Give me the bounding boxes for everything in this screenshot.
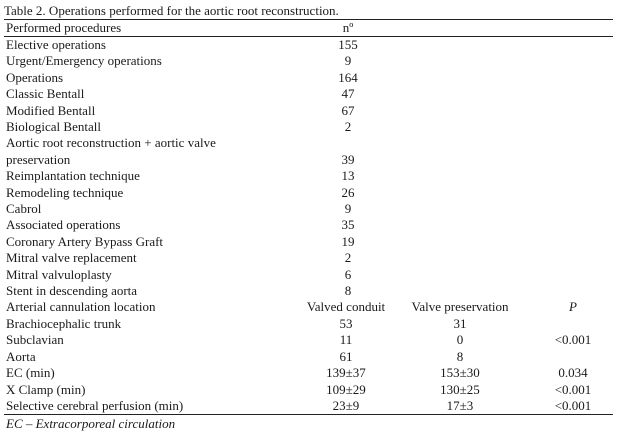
procedure-count: 164 xyxy=(338,69,358,85)
row-label: X Clamp (min) xyxy=(6,381,86,397)
valve-preservation-value: 0 xyxy=(456,332,464,348)
table-row xyxy=(0,365,619,381)
procedure-count: 9 xyxy=(344,53,352,69)
p-value: <0.001 xyxy=(554,332,592,348)
valve-preservation-value: 31 xyxy=(453,316,467,331)
cannulation-header-row xyxy=(0,299,619,315)
table-row xyxy=(0,332,619,348)
procedure-count: 67 xyxy=(341,102,355,118)
row-label: Brachiocephalic trunk xyxy=(6,316,122,331)
table-row xyxy=(0,250,619,266)
table-caption: Table 2. Operations performed for the aortic root reconstruction. xyxy=(4,3,339,18)
procedure-label: Elective operations xyxy=(6,37,106,52)
procedure-label: Reimplantation technique xyxy=(6,168,140,184)
valved-conduit-value: 109±29 xyxy=(326,381,366,397)
table-row xyxy=(0,267,619,283)
header-procedures: Performed procedures xyxy=(6,20,122,35)
header-valved-conduit: Valved conduit xyxy=(306,299,386,314)
table-row xyxy=(0,185,619,201)
header-count: nº xyxy=(342,20,354,35)
procedure-label: Associated operations xyxy=(6,217,121,233)
procedure-count: 19 xyxy=(341,233,355,249)
valved-conduit-value: 139±37 xyxy=(326,365,366,381)
procedure-label: Coronary Artery Bypass Graft xyxy=(6,233,164,249)
procedure-label: Classic Bentall xyxy=(6,86,85,102)
procedure-label: Modified Bentall xyxy=(6,102,96,118)
valved-conduit-value: 11 xyxy=(339,332,353,348)
table-row xyxy=(0,70,619,86)
header-p-value: P xyxy=(569,299,577,314)
footnote: EC – Extracorporeal circulation xyxy=(6,416,176,431)
procedure-count: 13 xyxy=(341,168,355,184)
procedure-label: Mitral valve replacement xyxy=(6,250,137,266)
table-row xyxy=(0,217,619,233)
procedure-count: 39 xyxy=(341,151,355,167)
procedure-count: 8 xyxy=(344,283,352,298)
valve-preservation-value: 8 xyxy=(456,348,464,364)
p-value: <0.001 xyxy=(554,398,592,413)
valve-preservation-value: 153±30 xyxy=(440,365,480,381)
table-row xyxy=(0,103,619,119)
valved-conduit-value: 61 xyxy=(339,348,353,364)
procedure-label: Urgent/Emergency operations xyxy=(6,53,162,69)
row-label: EC (min) xyxy=(6,365,55,381)
procedure-count: 2 xyxy=(344,250,352,266)
table-header-row xyxy=(0,20,619,36)
valve-preservation-value: 130±25 xyxy=(440,381,480,397)
procedure-label: Stent in descending aorta xyxy=(6,283,138,298)
bottom-rule xyxy=(4,414,613,415)
table-row xyxy=(0,398,619,414)
procedure-label: Aortic root reconstruction + aortic valve xyxy=(6,135,216,151)
procedure-count: 2 xyxy=(344,119,352,134)
header-valve-preservation: Valve preservation xyxy=(411,299,509,314)
procedure-label: Operations xyxy=(6,69,64,85)
p-value: 0.034 xyxy=(558,365,588,381)
table-row xyxy=(0,168,619,184)
valved-conduit-value: 53 xyxy=(339,316,353,331)
table-row xyxy=(0,119,619,135)
procedure-count: 6 xyxy=(344,266,352,282)
valve-preservation-value: 17±3 xyxy=(446,398,474,413)
procedure-count: 155 xyxy=(338,37,358,52)
table-row xyxy=(0,349,619,365)
table-row xyxy=(0,152,619,168)
procedure-count: 35 xyxy=(341,217,355,233)
procedure-label: Biological Bentall xyxy=(6,119,101,134)
procedure-count: 9 xyxy=(344,201,352,216)
table-row xyxy=(0,234,619,250)
table-row xyxy=(0,316,619,332)
procedure-label: Cabrol xyxy=(6,201,42,216)
table-row xyxy=(0,37,619,53)
procedure-label: Mitral valvuloplasty xyxy=(6,266,112,282)
table-row xyxy=(0,135,619,151)
header-cannulation: Arterial cannulation location xyxy=(6,299,156,314)
table-row xyxy=(0,283,619,299)
procedure-label: preservation xyxy=(6,151,71,167)
procedure-count: 26 xyxy=(341,184,355,200)
valved-conduit-value: 23±9 xyxy=(332,398,360,413)
row-label: Aorta xyxy=(6,348,36,364)
table-row xyxy=(0,86,619,102)
table-row xyxy=(0,382,619,398)
p-value: <0.001 xyxy=(554,381,592,397)
row-label: Selective cerebral perfusion (min) xyxy=(6,398,184,413)
table-row xyxy=(0,53,619,69)
procedure-label: Remodeling technique xyxy=(6,184,124,200)
row-label: Subclavian xyxy=(6,332,64,348)
procedure-count: 47 xyxy=(341,86,355,102)
table-row xyxy=(0,201,619,217)
